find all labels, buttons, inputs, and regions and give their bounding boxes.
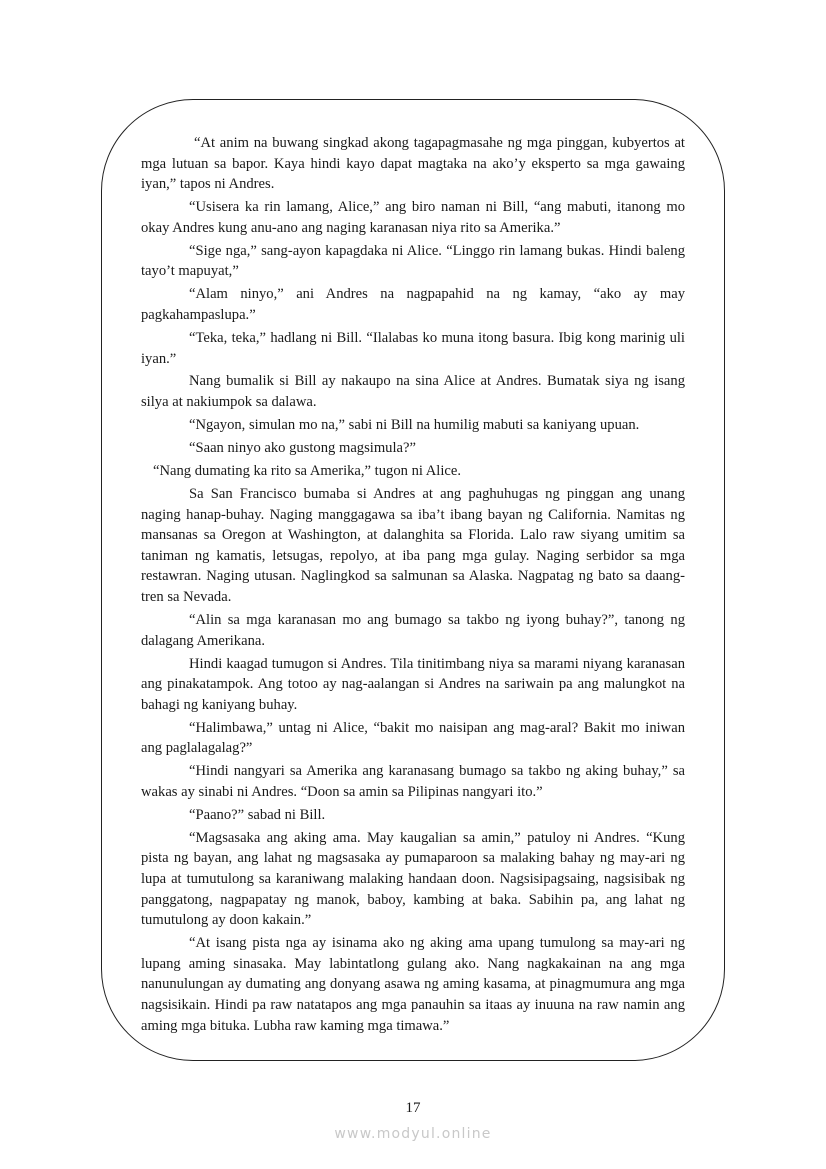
paragraph: “Magsasaka ang aking ama. May kaugalian sa amin,” patuloy ni Andres. “Kung pista ng bayan, ang lahat ng magsasaka ay pumaparoon sa malaking bahay ng may-ari ng lupa at tumutulong sa karaniwang malaking handaan doon. Nagsisipagsaing, nagsisibak ng panggatong, nagpapatay ng manok, baboy, kambing at baka. Sabihin pa, ang lahat ng tumutulong ay doon kakain.” xyxy=(141,829,685,929)
watermark: www.modyul.online xyxy=(334,1126,492,1142)
story-text xyxy=(141,133,685,1039)
paragraph: “Hindi nangyari sa Amerika ang karanasang bumago sa takbo ng aking buhay,” sa wakas ay sinabi ni Andres. “Doon sa amin sa Pilipinas nangyari ito.” xyxy=(141,763,685,800)
paragraph: “Saan ninyo ako gustong magsimula?” xyxy=(189,440,416,457)
paragraph: Hindi kaagad tumugon si Andres. Tila tinitimbang niya sa marami niyang karanasan ang pinakatampok. Ang totoo ay nag-aalangan si Andres na sariwain pa ang malungkot na bahagi ng kaniyang buhay. xyxy=(141,655,685,713)
paragraph: “Teka, teka,” hadlang ni Bill. “Ilalabas ko muna itong basura. Ibig kong marinig uli iyan.” xyxy=(141,329,685,367)
paragraph: “Paano?” sabad ni Bill. xyxy=(189,806,326,823)
paragraph: “Alin sa mga karanasan mo ang bumago sa takbo ng iyong buhay?”, tanong ng dalagang Amerikana. xyxy=(141,611,685,649)
paragraph: Nang bumalik si Bill ay nakaupo na sina Alice at Andres. Bumatak siya ng isang silya at nakiumpok sa dalawa. xyxy=(141,373,685,411)
paragraph: “Alam ninyo,” ani Andres na nagpapahid na ng kamay, “ako ay may pagkahampaslupa.” xyxy=(141,286,685,323)
paragraph: “At isang pista nga ay isinama ako ng aking ama upang tumulong sa may-ari ng lupang aming sinasaka. May labintatlong gulang ako. Nang nagkakainan na ang mga nanunulungan ay dumating ang donyang asawa ng aming kasama, at pinagmumura ang mga nagsisikain. Hindi pa raw natatapos ang mga panauhin sa itaas ay inuuna na raw namin ang aming mga bituka. Lubha raw kaming mga timawa.” xyxy=(141,935,685,1034)
paragraph: “At anim na buwang singkad akong tagapagmasahe ng mga pinggan, kubyertos at mga lutuan sa bapor. Kaya hindi kayo dapat magtaka na ako’y eksperto sa mga gawaing iyan,” tapos ni Andres. xyxy=(141,135,685,193)
paragraph: “Nang dumating ka rito sa Amerika,” tugon ni Alice. xyxy=(153,463,462,480)
paragraph: “Ngayon, simulan mo na,” sabi ni Bill na humilig mabuti sa kaniyang upuan. xyxy=(189,417,640,434)
paragraph: Sa San Francisco bumaba si Andres at ang paghuhugas ng pinggan ang unang naging hanap-buhay. Naging manggagawa sa iba’t ibang bayan ng California. Namitas ng mansanas sa Oregon at Washington, at dalanghita sa Florida. Lalo raw siyang umitim sa taniman ng kamatis, letsugas, repolyo, at iba pang mga gulay. Naging serbidor sa mga restawran. Naging utusan. Naglingkod sa salmunan sa Alaska. Nagpatag ng bato sa daang-tren sa Nevada. xyxy=(141,486,685,605)
paragraph: “Halimbawa,” untag ni Alice, “bakit mo naisipan ang mag-aral? Bakit mo iniwan ang paglalagalag?” xyxy=(141,719,685,757)
paragraph: “Sige nga,” sang-ayon kapagdaka ni Alice. “Linggo rin lamang bukas. Hindi baleng tayo’t mapuyat,” xyxy=(141,242,685,280)
paragraph: “Usisera ka rin lamang, Alice,” ang biro naman ni Bill, “ang mabuti, itanong mo okay Andres kung anu-ano ang naging karanasan niya rito sa Amerika.” xyxy=(141,199,685,236)
page-number: 17 xyxy=(405,1100,421,1116)
